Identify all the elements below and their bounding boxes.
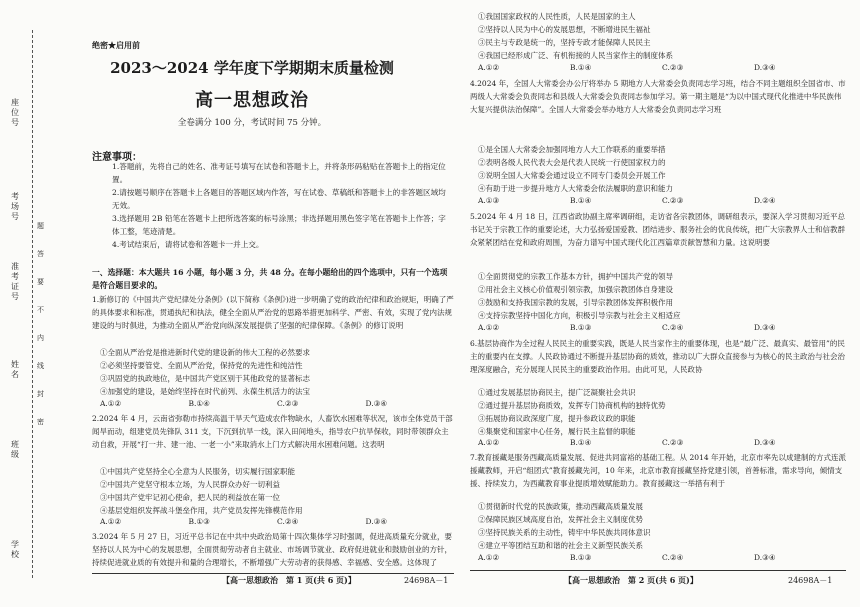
option: ②必须坚持要管党、全面从严治党，保持党的先进性和纯洁性	[100, 361, 303, 370]
section-heading: 一、选择题：本大题共 16 小题，每小题 3 分，共 48 分。在每小题给出的四个选项中，只有一个选项是符合题目要求的。	[92, 268, 448, 290]
option: ①全面贯彻党的宗教工作基本方针，拥护中国共产党的领导	[478, 272, 673, 281]
option: ③拓展协商议政深度广度，提升参政议政的职能	[478, 414, 636, 423]
choice-d: D.③④	[754, 323, 776, 332]
choice-c: C.②③	[662, 63, 684, 72]
question-7: 7.教育援藏是服务西藏高质量发展、促进共同富裕的基础工程。从 2014 年开始，北京市率先以成建制的方式连派援藏教师，开启“组团式”教育援藏先河，10 年来，北京市教育援藏坚持党建引领，首善标准，需求导向，倾情支援、持续发力，为西藏教育事业提质增效赋能助力。教育援藏这一举措有利于	[470, 453, 847, 489]
choice-d: D.③④	[754, 553, 776, 562]
choice-a: A.①②	[100, 517, 122, 526]
question-6: 6.基层协商作为全过程人民民主的重要实践，既是人民当家作主的重要体现，也是“最广泛、最真实、最管用”的民主的重要内在支撑。人民政协通过不断提升基层协商的质效，推动以广大群众直接参与为核心的民主政治与社会治理深度融合，充分展现人民民主的重要政治作用。由此可见，人民政协	[470, 339, 845, 375]
choice-a: A.①②	[478, 63, 500, 72]
choice-c: C.②④	[662, 553, 684, 562]
choice-d: D.③④	[365, 517, 388, 526]
option: ③巩固党的执政地位，是中国共产党区别于其他政党的显著标志	[100, 374, 310, 383]
choice-b: B.①④	[570, 196, 592, 205]
choice-b: B.①③	[188, 517, 210, 526]
question-2: 2.2024 年 4 月，云南省弥勒市持续高温干旱天气造成农作物缺水，人畜饮水困难等状况，该市全体党员干部闻旱而动，组建党员先锋队 311 支，下沉到抗旱一线，深入田间地头，指导农户抗旱保收，同时带领群众主动自救，开展“打一井、建一池、一老一小”来取消水上门方式解决用水困难问题。这表明	[92, 414, 453, 450]
choice-b: B.①③	[570, 553, 592, 562]
exam-no-label: 准考证号	[11, 262, 19, 301]
school-label: 学校	[11, 540, 19, 559]
choice-a: A.①②	[478, 323, 500, 332]
page-footer: 【高一思想政治 第 2 页(共 6 页)】	[564, 575, 698, 585]
option: ③中国共产党牢记初心使命，把人民的利益放在第一位	[100, 493, 280, 502]
choice-b: B.①④	[570, 63, 592, 72]
choice-d: D.③④	[754, 438, 776, 447]
option: ①我国国家政权的人民性质，人民是国家的主人	[478, 12, 636, 21]
note-item: 2.请按题号顺序在答题卡上各题目的答题区域内作答，写在试卷、草稿纸和答题卡上的非答题区域均无效。	[112, 188, 446, 210]
option: ②表明各级人民代表大会是代表人民统一行使国家权力的	[478, 158, 666, 167]
option: ④加强党的建设，是始终坚持在时代前列、永葆生机活力的法宝	[100, 387, 310, 396]
option: ①是全国人大常委会加强同地方人大工作联系的重要举措	[478, 145, 666, 154]
page-footer: 【高一思想政治 第 1 页(共 6 页)】	[222, 575, 356, 585]
option: ②保障民族区域高度自治，发挥社会主义制度优势	[478, 515, 643, 524]
choice-a: A.①③	[478, 196, 500, 205]
score-info: 全卷满分 100 分，考试时间 75 分钟。	[177, 118, 327, 128]
option: ②坚持以人民为中心的发展思想，不断增进民生福祉	[478, 25, 651, 34]
seal-word: 内	[37, 334, 44, 342]
option: ③坚持民族关系的主动性，铸牢中华民族共同体意识	[478, 528, 651, 537]
choice-a: A.①②	[478, 553, 500, 562]
choice-d: D.②④	[754, 196, 776, 205]
notes-heading: 注意事项：	[92, 152, 142, 163]
seal-word: 答	[37, 250, 44, 258]
seat-label: 座位号	[11, 98, 19, 127]
option: ②用社会主义核心价值观引领宗教，加强宗教团体自身建设	[478, 285, 673, 294]
seal-line	[32, 30, 33, 578]
choice-a: A.①②	[100, 399, 122, 408]
option: ④集聚党和国家中心任务，履行民主监督的职能	[478, 427, 636, 436]
exam-title: 2023～2024 学年度下学期期末质量检测	[110, 59, 394, 77]
choice-b: B.①④	[570, 438, 592, 447]
option: ③说明全国人大常委会通过设立不同专门委员会开展工作	[478, 171, 666, 180]
question-1: 1.新修订的《中国共产党纪律处分条例》(以下简称《条例》)进一步明确了党的政治纪律和政治规矩，明确了严的具体要求和标准，贯通执纪和执法，健全全面从严治党的思路举措更加科学、严密、有效，实现了党内法规建设的与时俱进，为推动全面从严治党向纵深发展提供了坚强的纪律保障。《条例》的修订说明	[92, 295, 454, 331]
answer-choices	[478, 323, 846, 332]
option: ①贯彻新时代党的民族政策，推动西藏高质量发展	[478, 502, 643, 511]
choice-c: C.②④	[662, 323, 684, 332]
question-3: 3.2024 年 5 月 27 日，习近平总书记在中共中央政治局第十四次集体学习时强调，促进高质量充分就业，要坚持以人民为中心的发展思想，全面贯彻劳动者自主就业、市场调节就业、政府促进就业和鼓励创业的方针，持续促进就业质的有效提升和量的合理增长，不断增强广大劳动者的获得感、幸福感、安全感。这体现了	[92, 532, 452, 568]
option: ①全面从严治党是推进新时代党的建设新的伟大工程的必然要求	[100, 348, 310, 357]
answer-choices	[100, 399, 454, 408]
choice-d: D.③④	[365, 399, 388, 408]
note-item: 3.选择题用 2B 铅笔在答题卡上把所选答案的标号涂黑；非选择题用黑色签字笔在答题卡上作答；字体工整，笔迹清楚。	[112, 214, 446, 236]
option: ②中国共产党坚守根本立场，为人民群众办好一切利益	[100, 480, 280, 489]
choice-b: B.①④	[188, 399, 210, 408]
choice-d: D.③④	[754, 63, 776, 72]
binding-margin	[6, 30, 46, 578]
exam-room-label: 考场号	[11, 192, 19, 221]
seal-word: 题	[37, 222, 44, 230]
note-item: 4.考试结束后，请将试卷和答题卡一并上交。	[112, 240, 264, 249]
option: ③民主与专政是统一的，坚持专政才能保障人民民主	[478, 38, 651, 47]
class-label: 班级	[11, 440, 19, 459]
footer-rule	[470, 570, 846, 571]
question-5: 5.2024 年 4 月 18 日，江西省政协副主席率调研组，走访省各宗教团体，调研组表示，要深入学习贯彻习近平总书记关于宗教工作的重要论述，大力弘扬爱国爱教、团结进步、服务社会的优良传统，把广大宗教界人士和信教群众紧紧团结在党和政府周围，为奋力谱写中国式现代化江西篇章贡献智慧和力量。这说明要	[470, 212, 845, 248]
option: ③鼓励和支持我国宗教的发展，引导宗教团体发挥积极作用	[478, 298, 673, 307]
option: ④我国已经形成广泛、有机衔接的人民当家作主的制度体系	[478, 51, 673, 60]
subject-title: 高一思想政治	[195, 90, 309, 111]
answer-choices	[100, 517, 454, 526]
page-code: 24698A－1	[788, 576, 833, 585]
seal-word: 要	[37, 278, 44, 286]
question-4: 4.2024 年，全国人大常委会办公厅将举办 5 期地方人大常委会负责同志学习班，结合不同主题组织全国省市、市两级人大常委会负责同志和县级人大常委会负责同志参加学习。第一期主题是“为以中国式现代化推进中华民族伟大复兴提供法治保障”。全国人大常委会举办地方人大常委会负责同志学习班	[470, 79, 846, 115]
secret-mark: 绝密★启用前	[92, 40, 140, 50]
choice-c: C.②③	[662, 438, 684, 447]
option: ①通过发展基层协商民主，提广泛凝聚社会共识	[478, 388, 636, 397]
option: ②通过提升基层协商质效，发挥专门协商机构的独特优势	[478, 401, 666, 410]
answer-choices	[478, 438, 846, 447]
choice-c: C.②③	[662, 196, 684, 205]
choice-c: C.②④	[277, 517, 299, 526]
page-code: 24698A－1	[404, 576, 449, 585]
answer-choices	[478, 63, 846, 72]
choice-a: A.①②	[478, 438, 500, 447]
choice-c: C.②③	[277, 399, 299, 408]
footer-rule	[92, 573, 454, 574]
name-label: 姓名	[11, 360, 19, 379]
option: ①中国共产党坚持全心全意为人民服务，切实履行国家职能	[100, 467, 295, 476]
seal-word: 封	[37, 390, 44, 398]
option: ④支持宗教坚持中国化方向，积极引导宗教与社会主义相适应	[478, 311, 681, 320]
seal-word: 密	[37, 418, 44, 426]
choice-b: B.①③	[570, 323, 592, 332]
answer-choices	[478, 553, 846, 562]
option: ④基层党组织发挥战斗堡垒作用，共产党员发挥先锋模范作用	[100, 506, 303, 515]
note-item: 1.答题前，先将自己的姓名、准考证号填写在试卷和答题卡上，并将条形码粘贴在答题卡上的指定位置。	[112, 162, 446, 184]
seal-word: 线	[37, 362, 44, 370]
seal-word: 不	[37, 306, 44, 314]
option: ④有助于进一步提升地方人大常委会依法履职的意识和能力	[478, 184, 673, 193]
option: ④建立平等团结互助和谐的社会主义新型民族关系	[478, 541, 643, 550]
answer-choices	[478, 196, 846, 205]
